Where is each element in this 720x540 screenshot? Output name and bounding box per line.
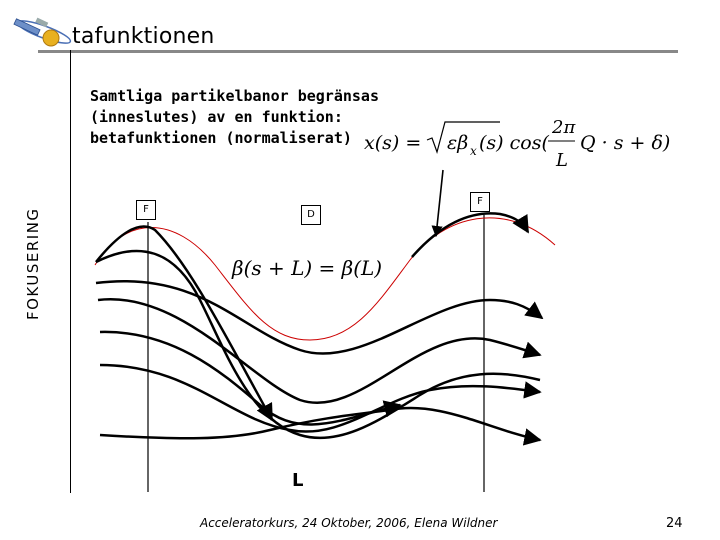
description-line-3: betafunktionen (normaliserat) [90,129,352,147]
formula-x-lhs: x(s) = [364,132,422,154]
side-label: FOKUSERING [24,207,42,320]
formula-epsilon-beta: εβ [447,132,469,154]
defocusing-box: D [301,205,321,225]
description-line-2: (inneslutes) av en funktion: [90,108,343,126]
formula-beta-periodic: β(s + L) = β(L) [232,256,383,280]
formula-arg-s: (s) cos( [479,132,549,154]
focusing-box-right: F [470,192,490,212]
formula-2pi: 2π [552,117,576,138]
page-number: 24 [666,516,683,531]
description-line-1: Samtliga partikelbanor begränsas [90,87,379,105]
slide-title: tafunktionen [72,24,215,49]
formula-subscript-x: x [470,144,477,158]
slide-footer: Acceleratorkurs, 24 Oktober, 2006, Elena Wildner [200,516,498,530]
formula-L: L [556,150,568,171]
formula-pointer-arrow [436,170,443,236]
cell-length-label: L [292,470,304,491]
formula-rest: Q · s + δ) [580,132,671,154]
focusing-box-left: F [136,200,156,220]
